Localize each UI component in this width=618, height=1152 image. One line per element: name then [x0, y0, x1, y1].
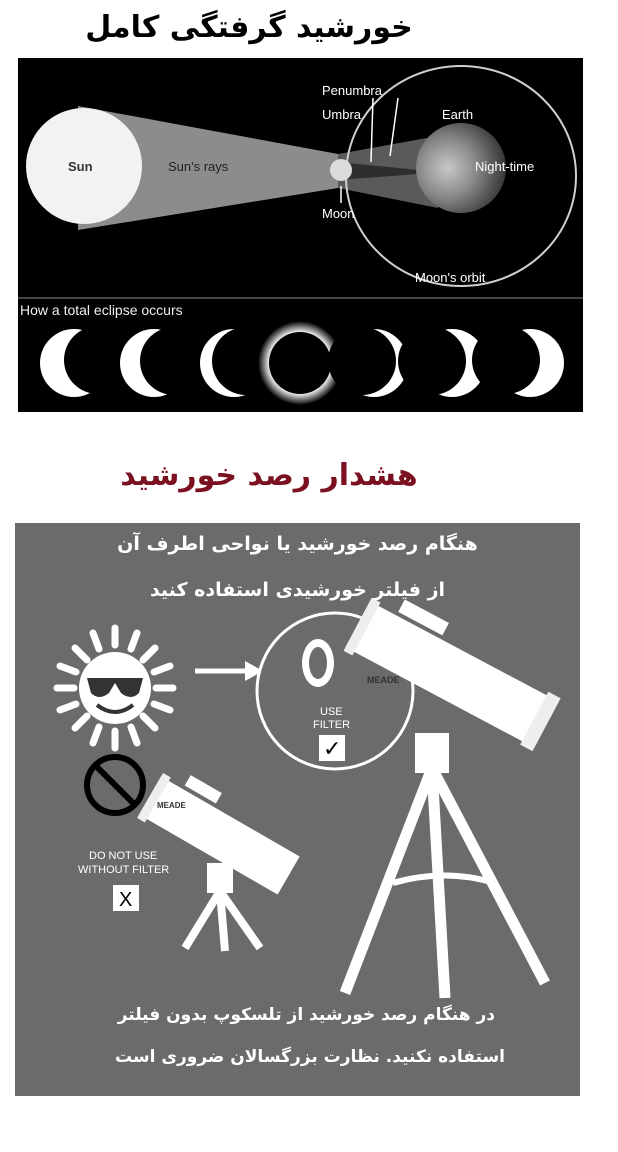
label-night-time: Night-time — [475, 159, 535, 174]
label-earth: Earth — [442, 107, 474, 122]
do-not-use-label-1: DO NOT USE — [89, 850, 158, 862]
small-telescope-icon — [137, 763, 308, 951]
moon-disc — [330, 159, 352, 181]
label-moons-orbit: Moon's orbit — [415, 270, 486, 285]
bottom-warning-line-1: در هنگام رصد خورشید از تلسکوپ بدون فیلتر — [117, 1005, 495, 1025]
warning-title: هشدار رصد خورشید — [120, 458, 418, 493]
no-symbol-icon — [87, 757, 143, 813]
solar-warning-panel — [15, 523, 580, 1096]
large-telescope-icon — [344, 585, 568, 998]
warning-line-2: از فیلتر خورشیدی استفاده کنید — [149, 579, 446, 601]
do-not-use-label-2: WITHOUT FILTER — [78, 864, 170, 876]
eclipse-diagram — [18, 58, 583, 412]
brand-label-large: MEADE — [367, 675, 400, 685]
phase-2 — [120, 327, 208, 397]
label-penumbra: Penumbra — [322, 83, 382, 98]
phase-7 — [472, 326, 564, 397]
eclipse-title: خورشید گرفتگی کامل — [85, 10, 413, 45]
use-filter-label-2: FILTER — [313, 719, 351, 731]
use-filter-label-1: USE — [320, 706, 343, 718]
x-mark-icon: X — [119, 889, 133, 911]
label-sun-rays: Sun's rays — [168, 159, 229, 174]
sun-sunglasses-icon — [57, 628, 173, 748]
label-umbra: Umbra — [322, 107, 362, 122]
phases-caption: How a total eclipse occurs — [20, 302, 183, 318]
bottom-warning-line-2: استفاده نکنید. نظارت بزرگسالان ضروری است — [114, 1047, 505, 1067]
warning-line-1: هنگام رصد خورشید یا نواحی اطرف آن — [117, 533, 478, 555]
phase-5 — [328, 327, 408, 397]
check-mark-icon: ✓ — [323, 737, 342, 762]
eclipse-phases — [40, 321, 564, 405]
brand-label-small: MEADE — [157, 801, 186, 810]
phase-1 — [40, 326, 132, 397]
label-sun: Sun — [68, 159, 93, 174]
solar-filter-icon — [302, 639, 334, 687]
label-moon: Moon — [322, 206, 355, 221]
arrow-icon — [195, 661, 263, 681]
